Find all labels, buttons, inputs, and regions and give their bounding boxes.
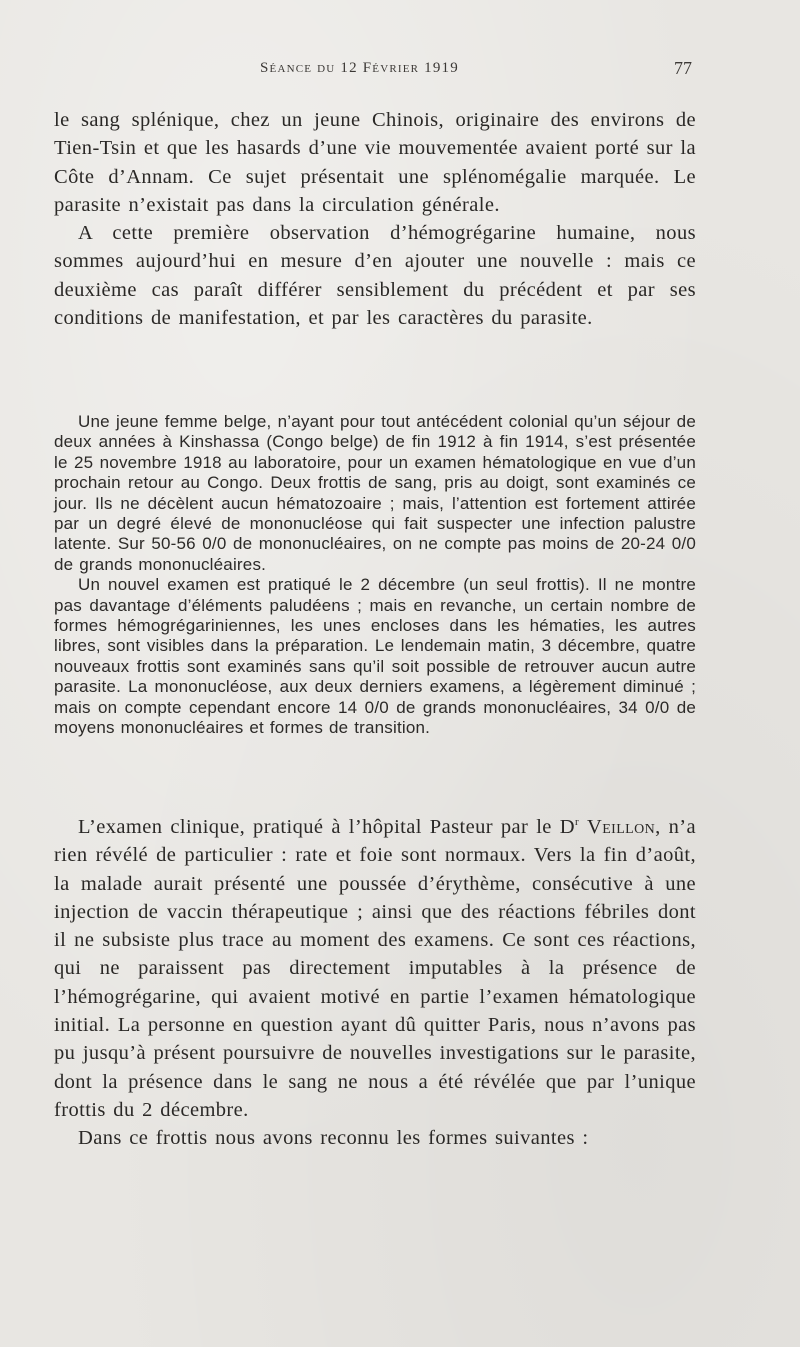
- page-header: [0, 60, 800, 84]
- clinical-rest-text: , n’a rien révélé de particulier : rate et foie sont normaux. Vers la fin d’août, la malade aurait présenté une poussée d’érythème, consécutive à une injection de vaccin thérapeutique ; ainsi que des réactions fébriles dont il ne subsiste plus trace au moment des examens. Ce sont ces réactions, qui ne paraissent pas directement imputables à la présence de l’hémogrégarine, qui avaient motivé en partie l’examen hématologique initial. La personne en question ayant dû quitter Paris, nous n’avons pas pu jusqu’à présent poursuivre de nouvelles investigations sur le parasite, dont la présence dans le sang ne nous a été révélée que par l’unique frottis du 2 décembre.: [54, 816, 696, 1121]
- clinical-text-block: [54, 813, 696, 1153]
- paragraph-forms-intro: Dans ce frottis nous avons reconnu les formes suivantes :: [78, 1127, 589, 1150]
- case-report-block: [54, 412, 696, 739]
- page-number: 77: [674, 58, 692, 78]
- paragraph-case-history: Une jeune femme belge, n’ayant pour tout antécédent colonial qu’un séjour de deux années à Kinshassa (Congo belge) de fin 1912 à fin 1914, s’est présentée le 25 novembre 1918 au laboratoire, pour un examen hématologique en vue d’un prochain retour au Congo. Deux frottis de sang, pris au doigt, sont examinés ce jour. Ils ne décèlent aucun hématozoaire ; mais, l’attention est fortement attirée par un degré élevé de mononucléose qui fait suspecter une infection palustre latente. Sur 50-56 0/0 de mononucléaires, on ne compte pas moins de 20-24 0/0 de grands mononucléaires.: [54, 412, 696, 574]
- clinical-lead-text: L’examen clinique, pratiqué à l’hôpital Pasteur par le: [78, 816, 560, 838]
- paragraph-second-observation: A cette première observation d’hémogrégarine humaine, nous sommes aujourd’hui en mesure d’en ajouter une nouvelle : mais ce deuxième cas paraît différer sensiblement du précédent et par ses conditions de manifestation, et par les caractères du parasite.: [54, 222, 696, 330]
- paragraph-second-exam: Un nouvel examen est pratiqué le 2 décembre (un seul frottis). Il ne montre pas davantage d’éléments paludéens ; mais en revanche, un certain nombre de formes hémogrégariniennes, les unes encloses dans les hématies, les autres libres, sont visibles dans la préparation. Le lendemain matin, 3 décembre, quatre nouveaux frottis sont examinés sans qu’il soit possible de retrouver aucun autre parasite. La mononucléose, aux deux derniers examens, a légèrement diminué ; mais on compte cependant encore 14 0/0 de grands mononucléaires, 34 0/0 de moyens mononucléaires et formes de transition.: [54, 575, 696, 738]
- doctor-title: $D^r$: [559, 816, 580, 838]
- paragraph-clinical-exam: [54, 813, 696, 1124]
- doctor-name: Veillon: [586, 816, 656, 838]
- paragraph-continuation: le sang splénique, chez un jeune Chinois, originaire des environs de Tien-Tsin et que les hasards d’une vie mouvementée avaient porté sur la Côte d’Annam. Ce sujet présentait une splénomégalie marquée. Le parasite n’existait pas dans la circulation générale.: [54, 109, 696, 216]
- running-head: Séance du 12 Février 1919: [260, 60, 459, 76]
- intro-text-block: [54, 106, 696, 332]
- doctor-title-superscript: r: [574, 816, 580, 829]
